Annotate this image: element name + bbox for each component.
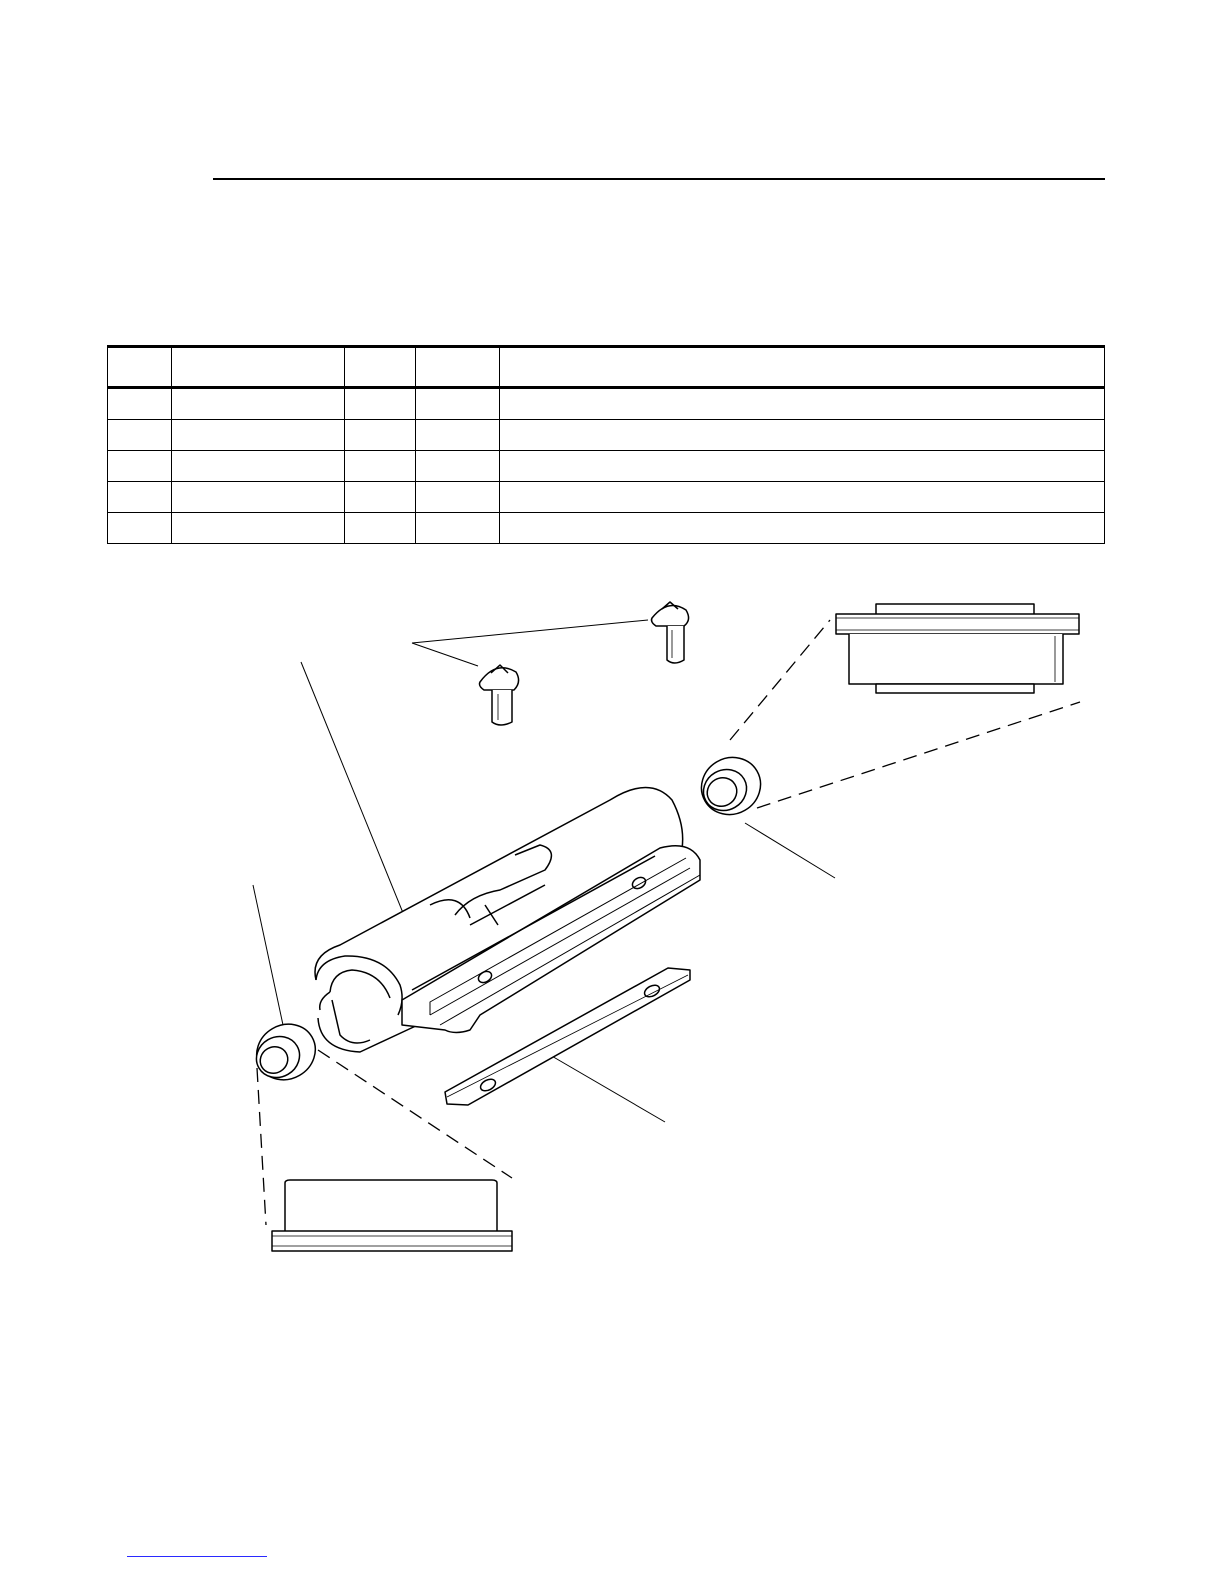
table-cell — [500, 451, 1105, 482]
table-cell — [345, 482, 416, 513]
footer-link-underline[interactable] — [127, 1556, 267, 1557]
table-cell — [108, 513, 172, 544]
table-cell — [500, 420, 1105, 451]
table-row — [108, 513, 1105, 544]
table-cell — [108, 420, 172, 451]
bushing-left — [247, 1014, 326, 1091]
table-cell — [500, 388, 1105, 420]
table-cell — [500, 513, 1105, 544]
table-cell — [345, 388, 416, 420]
table-cell — [172, 451, 345, 482]
table-cell — [345, 420, 416, 451]
table-cell — [172, 420, 345, 451]
table-cell — [416, 513, 500, 544]
table-cell — [416, 420, 500, 451]
col-header-qty — [345, 347, 416, 388]
table-row — [108, 482, 1105, 513]
table-cell — [108, 451, 172, 482]
table-cell — [172, 513, 345, 544]
parts-list-table — [107, 345, 1105, 544]
screw-upper — [652, 602, 689, 663]
table-cell — [345, 451, 416, 482]
col-header-unit — [416, 347, 500, 388]
bushing-right — [691, 747, 771, 825]
hinge-body — [315, 788, 700, 1053]
table-cell — [416, 482, 500, 513]
table-row — [108, 420, 1105, 451]
table-cell — [345, 513, 416, 544]
table-row — [108, 451, 1105, 482]
table-cell — [172, 388, 345, 420]
table-cell — [500, 482, 1105, 513]
table-cell — [172, 482, 345, 513]
bushing-detail-top — [836, 604, 1079, 693]
section-title-rule — [213, 178, 1105, 180]
screw-middle — [480, 665, 519, 725]
bushing-detail-bottom — [272, 1180, 512, 1251]
table-row — [108, 388, 1105, 420]
table-cell — [108, 388, 172, 420]
col-header-item — [108, 347, 172, 388]
exploded-assembly-drawing — [0, 560, 1224, 1280]
col-header-description — [500, 347, 1105, 388]
table-cell — [416, 388, 500, 420]
col-header-part-number — [172, 347, 345, 388]
table-header-row — [108, 347, 1105, 388]
table-cell — [108, 482, 172, 513]
table-cell — [416, 451, 500, 482]
